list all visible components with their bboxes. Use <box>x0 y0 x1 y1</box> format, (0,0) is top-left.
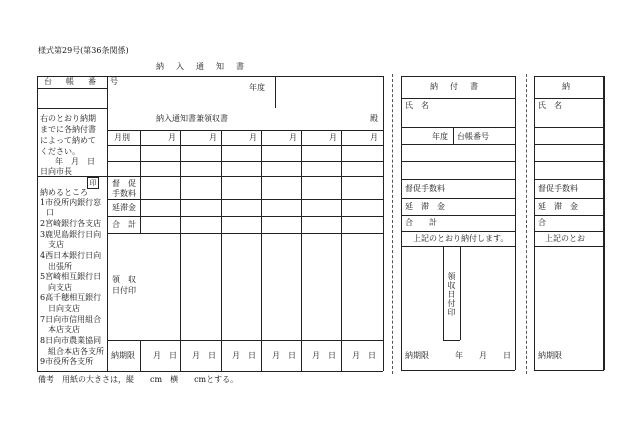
bank-line: 日向支店 <box>48 304 80 313</box>
due-cell: 月 日 <box>272 351 296 360</box>
rule <box>401 127 515 128</box>
due-cell: 月 日 <box>352 351 376 360</box>
receipt-stamp-label: 領収日付印 <box>447 272 456 317</box>
honorific: 殿 <box>370 114 378 123</box>
seal-mark: 印 <box>87 177 99 189</box>
rule <box>534 179 604 180</box>
rule <box>401 161 515 162</box>
instruction-line: までに各納付書 <box>40 125 96 134</box>
instruction-line: ください。 <box>40 147 80 156</box>
rule <box>443 340 460 341</box>
rule <box>37 88 107 89</box>
rule <box>515 76 516 370</box>
rule <box>443 246 444 340</box>
bank-line: 8日向市農業協同 <box>40 336 102 345</box>
delinquency-label: 延 滞 金 <box>405 202 445 211</box>
footnote: 備考 用紙の大きさは，縦 cm 横 cmとする。 <box>38 375 239 384</box>
bank-line: 9市役所各支所 <box>40 357 94 366</box>
rule <box>383 76 384 371</box>
receipt-stamp-label-2: 日付印 <box>112 286 136 295</box>
rule <box>37 108 107 109</box>
paid-statement: 上記のとお <box>545 234 585 243</box>
rule <box>140 130 141 233</box>
rule <box>401 231 515 232</box>
rule <box>140 340 141 371</box>
delinquency-label: 延 滞 金 <box>538 202 578 211</box>
rule <box>401 76 515 77</box>
rule <box>534 127 604 128</box>
bank-line: 組合本店各支所 <box>48 347 104 356</box>
perforation-line <box>392 74 393 374</box>
surcharge-label-1: 督 促 <box>112 179 136 188</box>
total-label: 合 <box>538 218 546 227</box>
rule <box>534 76 604 77</box>
name-label: 氏 名 <box>538 101 562 110</box>
bank-line: 1市役所内銀行窓 <box>40 198 102 207</box>
issue-date: 年 月 日 <box>55 157 95 166</box>
instruction-line: 右のとおり納期 <box>40 114 96 123</box>
month-unit: 月 <box>329 133 337 142</box>
rule <box>534 161 604 162</box>
month-unit: 月 <box>370 133 378 142</box>
rule <box>453 127 454 144</box>
bank-line: 本店支店 <box>48 325 80 334</box>
rule <box>534 370 604 371</box>
rule <box>401 246 515 247</box>
surcharge-label: 督促手数料 <box>405 184 445 193</box>
rule <box>261 130 262 371</box>
bank-line: 7日向市信用組合 <box>40 315 102 324</box>
right-title: 納 <box>562 82 570 91</box>
bank-line: 5宮崎相互銀行日 <box>40 272 102 281</box>
due-label: 納期限 <box>111 351 135 360</box>
receipt-stamp-label-1: 領 収 <box>112 275 136 284</box>
name-label: 氏 名 <box>405 101 429 110</box>
rule <box>401 179 515 180</box>
rule <box>401 198 515 199</box>
due-value: 年 月 日 <box>455 351 511 360</box>
mayor-label: 日向市長 <box>40 167 72 176</box>
rule <box>341 130 342 371</box>
pay-at-label: 納めるところ <box>40 188 88 197</box>
month-unit: 月 <box>209 133 217 142</box>
rule <box>534 144 604 145</box>
form-number: 様式第29号(第36条関係) <box>38 46 129 55</box>
year-label: 年度 <box>249 83 265 92</box>
due-cell: 月 日 <box>192 351 216 360</box>
bank-line: 2宮崎銀行各支店 <box>40 219 102 228</box>
rule <box>37 371 383 372</box>
due-cell: 月 日 <box>153 351 177 360</box>
surcharge-label: 督促手数料 <box>538 184 578 193</box>
bank-line: 向支店 <box>48 283 72 292</box>
rule <box>534 98 604 99</box>
rule <box>401 144 515 145</box>
rule <box>534 198 604 199</box>
form-title: 納 入 通 知 書 <box>156 62 246 71</box>
month-unit: 月 <box>289 133 297 142</box>
instruction-line: によって納めて <box>40 136 96 145</box>
rule <box>534 231 604 232</box>
due-cell: 月 日 <box>232 351 256 360</box>
month-unit: 月 <box>249 133 257 142</box>
paid-statement: 上記のとおり納付します。 <box>413 234 509 243</box>
rule <box>275 76 276 108</box>
rule <box>534 215 604 216</box>
doc-name: 納入通知書兼領収書 <box>156 114 228 123</box>
rule <box>37 76 38 371</box>
month-header: 月別 <box>114 133 130 142</box>
bank-line: 4西日本銀行日向 <box>40 251 102 260</box>
bank-line: 3鹿児島銀行日向 <box>40 230 102 239</box>
due-cell: 月 日 <box>312 351 336 360</box>
rule <box>301 130 302 371</box>
delinquency-label: 延滞金 <box>112 203 136 212</box>
rule <box>534 76 535 370</box>
payment-slip-title: 納 付 書 <box>430 82 480 91</box>
due-label: 納期限 <box>405 351 429 360</box>
rule <box>401 215 515 216</box>
surcharge-label-2: 手数料 <box>112 189 136 198</box>
month-unit: 月 <box>168 133 176 142</box>
rule <box>401 76 402 370</box>
bank-line: 口 <box>46 208 54 217</box>
year-label: 年度 <box>432 132 448 141</box>
due-label: 納期限 <box>538 351 562 360</box>
rule <box>401 370 515 371</box>
rule <box>603 76 605 370</box>
bank-line: 支店 <box>48 240 64 249</box>
rule <box>401 98 515 99</box>
rule <box>534 246 604 247</box>
perforation-line <box>526 74 527 374</box>
ledger-no-label: 台 帳 番 号 <box>44 77 121 86</box>
bank-line: 出張所 <box>48 262 72 271</box>
bank-line: 6高千穂相互銀行 <box>40 293 102 302</box>
rule <box>221 130 222 371</box>
total-label: 合 計 <box>405 218 437 227</box>
rule <box>460 246 461 340</box>
total-label: 合 計 <box>112 220 136 229</box>
rule <box>107 76 108 371</box>
rule <box>180 130 181 371</box>
ledger-label: 台帳番号 <box>457 132 489 141</box>
